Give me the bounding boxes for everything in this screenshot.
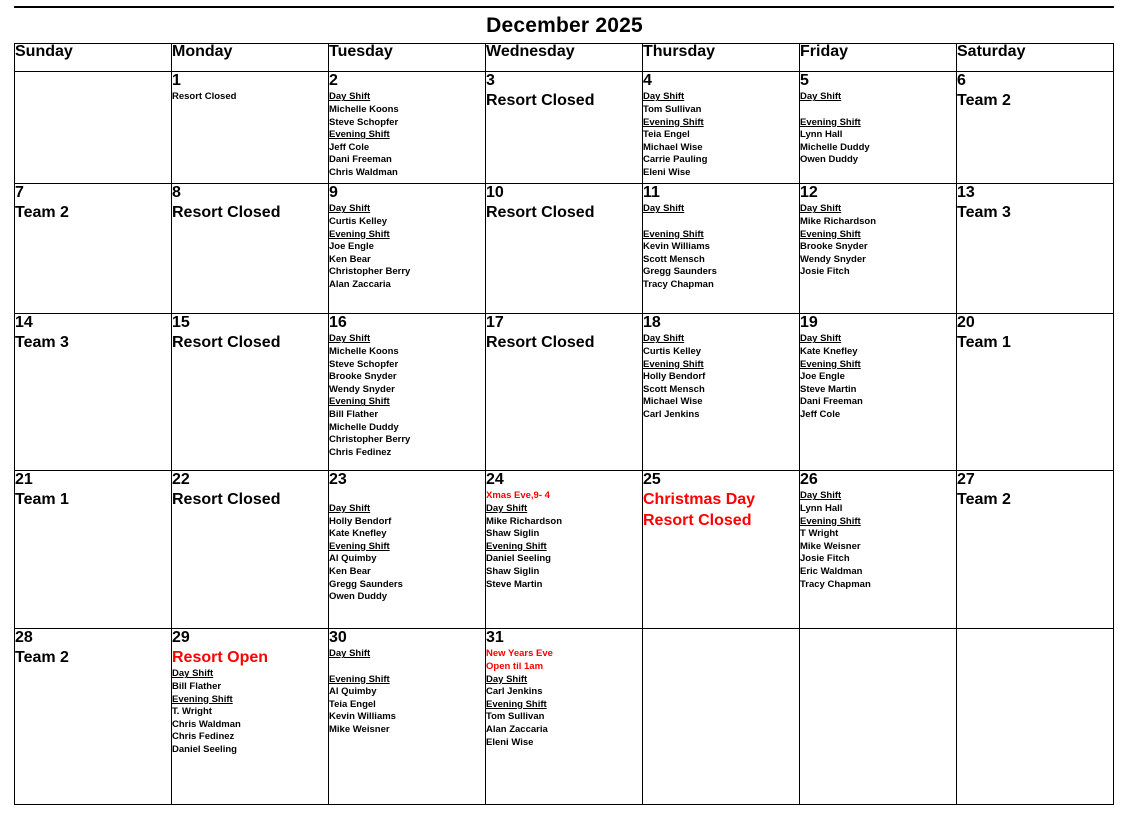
shift-heading: Evening Shift (329, 228, 390, 240)
staff-name: Al Quimby (329, 553, 377, 565)
calendar-week-row (15, 184, 1114, 314)
day-cell-24[interactable] (486, 471, 643, 629)
staff-name: Michael Wise (643, 141, 703, 153)
day-note: Team 2 (15, 649, 69, 667)
staff-name: Michelle Duddy (800, 141, 870, 153)
day-note: Resort Closed (172, 204, 281, 222)
day-number: 16 (329, 314, 347, 331)
staff-name: Chris Waldman (172, 718, 241, 730)
shift-heading: Day Shift (172, 668, 214, 680)
staff-name: Scott Mensch (643, 383, 705, 395)
staff-name: Jeff Cole (800, 408, 841, 420)
day-note-highlight: Open til 1am (486, 660, 544, 672)
weekday-header-wednesday: Wednesday (486, 44, 643, 72)
staff-name: Dani Freeman (800, 396, 863, 408)
blank-line (329, 490, 485, 503)
day-note: Resort Closed (486, 204, 595, 222)
day-number: 23 (329, 471, 347, 488)
day-number: 13 (957, 184, 975, 201)
shift-heading: Evening Shift (643, 358, 704, 370)
day-note: Team 2 (957, 491, 1011, 509)
staff-name: Scott Mensch (643, 253, 705, 265)
day-number: 11 (643, 184, 660, 201)
staff-name: Brooke Snyder (329, 371, 397, 383)
staff-name: Curtis Kelley (329, 215, 388, 227)
page-title: December 2025 (486, 14, 643, 37)
staff-name: Carl Jenkins (486, 686, 543, 698)
staff-name: Steve Martin (800, 383, 857, 395)
staff-name: Tracy Chapman (643, 278, 714, 290)
staff-name: Teia Engel (643, 129, 690, 141)
shift-heading: Day Shift (643, 91, 685, 103)
day-cell-28[interactable] (15, 629, 172, 805)
calendar-week-row (15, 471, 1114, 629)
day-cell-25[interactable] (643, 471, 800, 629)
day-cell-10[interactable] (486, 184, 643, 314)
day-number: 31 (486, 629, 504, 646)
day-cell-empty (15, 72, 172, 184)
shift-heading: Day Shift (486, 502, 528, 514)
day-number: 17 (486, 314, 504, 331)
staff-name: Lynn Hall (800, 502, 843, 514)
day-note: Resort Closed (172, 491, 281, 509)
day-number: 9 (329, 184, 338, 201)
staff-name: Alan Zaccaria (486, 723, 548, 735)
shift-heading: Day Shift (800, 490, 842, 502)
staff-name: Mike Richardson (800, 215, 877, 227)
weekday-header-saturday: Saturday (957, 44, 1114, 72)
day-number: 8 (172, 184, 181, 201)
staff-name: Alan Zaccaria (329, 278, 391, 290)
staff-name: Carrie Pauling (643, 154, 708, 166)
day-note-highlight: Resort Closed (643, 512, 752, 530)
staff-name: Jeff Cole (329, 141, 370, 153)
day-number: 19 (800, 314, 818, 331)
day-number: 27 (957, 471, 975, 488)
day-number: 6 (957, 72, 966, 89)
staff-name: Michelle Duddy (329, 421, 399, 433)
day-number: 20 (957, 314, 975, 331)
staff-name: Ken Bear (329, 253, 371, 265)
calendar-body (15, 72, 1114, 805)
staff-name: Owen Duddy (800, 154, 859, 166)
weekday-header-tuesday: Tuesday (329, 44, 486, 72)
shift-heading: Evening Shift (800, 116, 861, 128)
day-number: 24 (486, 471, 504, 488)
staff-name: Mike Richardson (486, 515, 563, 527)
staff-name: Kevin Williams (643, 241, 710, 253)
staff-name: Dani Freeman (329, 154, 392, 166)
shift-heading: Evening Shift (643, 228, 704, 240)
day-number: 1 (172, 72, 181, 89)
staff-name: Chris Fedinez (172, 731, 235, 743)
day-number: 4 (643, 72, 652, 89)
day-number: 14 (15, 314, 33, 331)
day-cell-23[interactable] (329, 471, 486, 629)
calendar-week-row (15, 314, 1114, 471)
day-number: 30 (329, 629, 347, 646)
day-number: 28 (15, 629, 33, 646)
shift-heading: Evening Shift (329, 540, 390, 552)
shift-heading: Evening Shift (329, 129, 390, 141)
day-cell-5[interactable] (800, 72, 957, 184)
day-cell-18[interactable] (643, 314, 800, 471)
day-note: Team 3 (957, 204, 1011, 222)
staff-name: Curtis Kelley (643, 345, 702, 357)
shift-heading: Evening Shift (486, 698, 547, 710)
day-note: Resort Closed (172, 334, 281, 352)
staff-name: Joe Engle (329, 241, 374, 253)
staff-name: Daniel Seeling (172, 743, 237, 755)
weekday-header-friday: Friday (800, 44, 957, 72)
day-number: 7 (15, 184, 24, 201)
shift-heading: Day Shift (643, 333, 685, 345)
staff-name: Tom Sullivan (643, 103, 702, 115)
blank-line (329, 661, 485, 674)
day-note: Team 3 (15, 334, 69, 352)
shift-heading: Day Shift (329, 502, 371, 514)
staff-name: Mike Weisner (329, 723, 390, 735)
day-cell-21[interactable] (15, 471, 172, 629)
day-cell-8[interactable] (172, 184, 329, 314)
shift-heading: Day Shift (329, 91, 371, 103)
staff-name: Steve Schopfer (329, 116, 399, 128)
staff-name: Resort Closed (172, 91, 237, 103)
day-note: Resort Closed (486, 334, 595, 352)
staff-name: Holly Bendorf (329, 515, 392, 527)
day-cell-14[interactable] (15, 314, 172, 471)
day-cell-30[interactable] (329, 629, 486, 805)
staff-name: Wendy Snyder (329, 383, 395, 395)
staff-name: T. Wright (172, 706, 212, 718)
staff-name: Steve Martin (486, 578, 543, 590)
day-note: Team 1 (957, 334, 1011, 352)
shift-heading: Evening Shift (643, 116, 704, 128)
staff-name: Chris Fedinez (329, 446, 392, 458)
day-cell-20[interactable] (957, 314, 1114, 471)
staff-name: Chris Waldman (329, 166, 398, 178)
staff-name: Gregg Saunders (329, 578, 403, 590)
day-note: Resort Closed (486, 92, 595, 110)
day-cell-empty (643, 629, 800, 805)
top-divider (14, 6, 1114, 8)
staff-name: Wendy Snyder (800, 253, 866, 265)
staff-name: Steve Schopfer (329, 358, 399, 370)
staff-name: Holly Bendorf (643, 371, 706, 383)
shift-heading: Day Shift (643, 203, 685, 215)
day-cell-27[interactable] (957, 471, 1114, 629)
staff-name: Joe Engle (800, 371, 845, 383)
day-note-highlight: Xmas Eve,9- 4 (486, 490, 550, 502)
weekday-header-thursday: Thursday (643, 44, 800, 72)
day-number: 22 (172, 471, 190, 488)
staff-name: T Wright (800, 528, 839, 540)
day-number: 5 (800, 72, 809, 89)
staff-name: Eleni Wise (486, 736, 534, 748)
blank-line (643, 216, 799, 229)
staff-name: Tracy Chapman (800, 578, 871, 590)
day-cell-9[interactable] (329, 184, 486, 314)
staff-name: Tom Sullivan (486, 711, 545, 723)
day-cell-29[interactable] (172, 629, 329, 805)
day-number: 26 (800, 471, 818, 488)
shift-heading: Evening Shift (329, 673, 390, 685)
staff-name: Josie Fitch (800, 553, 850, 565)
staff-name: Christopher Berry (329, 434, 411, 446)
day-cell-17[interactable] (486, 314, 643, 471)
staff-name: Eleni Wise (643, 166, 691, 178)
day-number: 29 (172, 629, 190, 646)
day-cell-6[interactable] (957, 72, 1114, 184)
staff-name: Bill Flather (172, 680, 222, 692)
staff-name: Ken Bear (329, 565, 371, 577)
weekday-header-monday: Monday (172, 44, 329, 72)
blank-line (800, 104, 956, 117)
day-cell-12[interactable] (800, 184, 957, 314)
day-number: 21 (15, 471, 33, 488)
calendar-table (14, 43, 1114, 805)
day-cell-13[interactable] (957, 184, 1114, 314)
day-cell-2[interactable] (329, 72, 486, 184)
day-cell-15[interactable] (172, 314, 329, 471)
staff-name: Josie Fitch (800, 266, 850, 278)
staff-name: Daniel Seeling (486, 553, 551, 565)
shift-heading: Evening Shift (800, 515, 861, 527)
day-cell-3[interactable] (486, 72, 643, 184)
day-cell-7[interactable] (15, 184, 172, 314)
day-number: 3 (486, 72, 495, 89)
staff-name: Michael Wise (643, 396, 703, 408)
day-number: 10 (486, 184, 504, 201)
day-number: 18 (643, 314, 661, 331)
staff-name: Shaw Siglin (486, 565, 540, 577)
day-note: Team 1 (15, 491, 69, 509)
day-number: 25 (643, 471, 661, 488)
day-cell-11[interactable] (643, 184, 800, 314)
shift-heading: Evening Shift (329, 396, 390, 408)
staff-name: Christopher Berry (329, 266, 411, 278)
shift-heading: Day Shift (329, 203, 371, 215)
day-note: Team 2 (15, 204, 69, 222)
day-number: 2 (329, 72, 338, 89)
day-cell-31[interactable] (486, 629, 643, 805)
shift-heading: Evening Shift (172, 693, 233, 705)
day-cell-19[interactable] (800, 314, 957, 471)
shift-heading: Evening Shift (800, 358, 861, 370)
staff-name: Carl Jenkins (643, 408, 700, 420)
staff-name: Kevin Williams (329, 711, 396, 723)
staff-name: Teia Engel (329, 698, 376, 710)
staff-name: Mike Weisner (800, 540, 861, 552)
day-note-highlight: New Years Eve (486, 648, 553, 660)
shift-heading: Day Shift (329, 333, 371, 345)
day-cell-26[interactable] (800, 471, 957, 629)
staff-name: Eric Waldman (800, 565, 863, 577)
day-note-highlight: Resort Open (172, 649, 269, 667)
staff-name: Kate Knefley (329, 528, 387, 540)
day-number: 15 (172, 314, 190, 331)
shift-heading: Day Shift (329, 648, 371, 660)
staff-name: Lynn Hall (800, 129, 843, 141)
day-cell-16[interactable] (329, 314, 486, 471)
calendar-week-row (15, 629, 1114, 805)
staff-name: Michelle Koons (329, 345, 399, 357)
staff-name: Michelle Koons (329, 103, 399, 115)
staff-name: Gregg Saunders (643, 266, 717, 278)
day-note: Team 2 (957, 92, 1011, 110)
shift-heading: Evening Shift (486, 540, 547, 552)
calendar-week-row (15, 72, 1114, 184)
shift-heading: Day Shift (800, 333, 842, 345)
weekday-header-row (15, 44, 1114, 72)
day-note-highlight: Christmas Day (643, 491, 756, 509)
day-cell-4[interactable] (643, 72, 800, 184)
day-cell-1[interactable] (172, 72, 329, 184)
staff-name: Kate Knefley (800, 345, 858, 357)
staff-name: Al Quimby (329, 686, 377, 698)
shift-heading: Day Shift (800, 91, 842, 103)
day-cell-empty (800, 629, 957, 805)
staff-name: Owen Duddy (329, 591, 388, 603)
day-cell-22[interactable] (172, 471, 329, 629)
day-number: 12 (800, 184, 818, 201)
shift-heading: Evening Shift (800, 228, 861, 240)
staff-name: Bill Flather (329, 408, 379, 420)
staff-name: Shaw Siglin (486, 528, 540, 540)
shift-heading: Day Shift (800, 203, 842, 215)
shift-heading: Day Shift (486, 673, 528, 685)
day-cell-empty (957, 629, 1114, 805)
weekday-header-sunday: Sunday (15, 44, 172, 72)
staff-name: Brooke Snyder (800, 241, 868, 253)
